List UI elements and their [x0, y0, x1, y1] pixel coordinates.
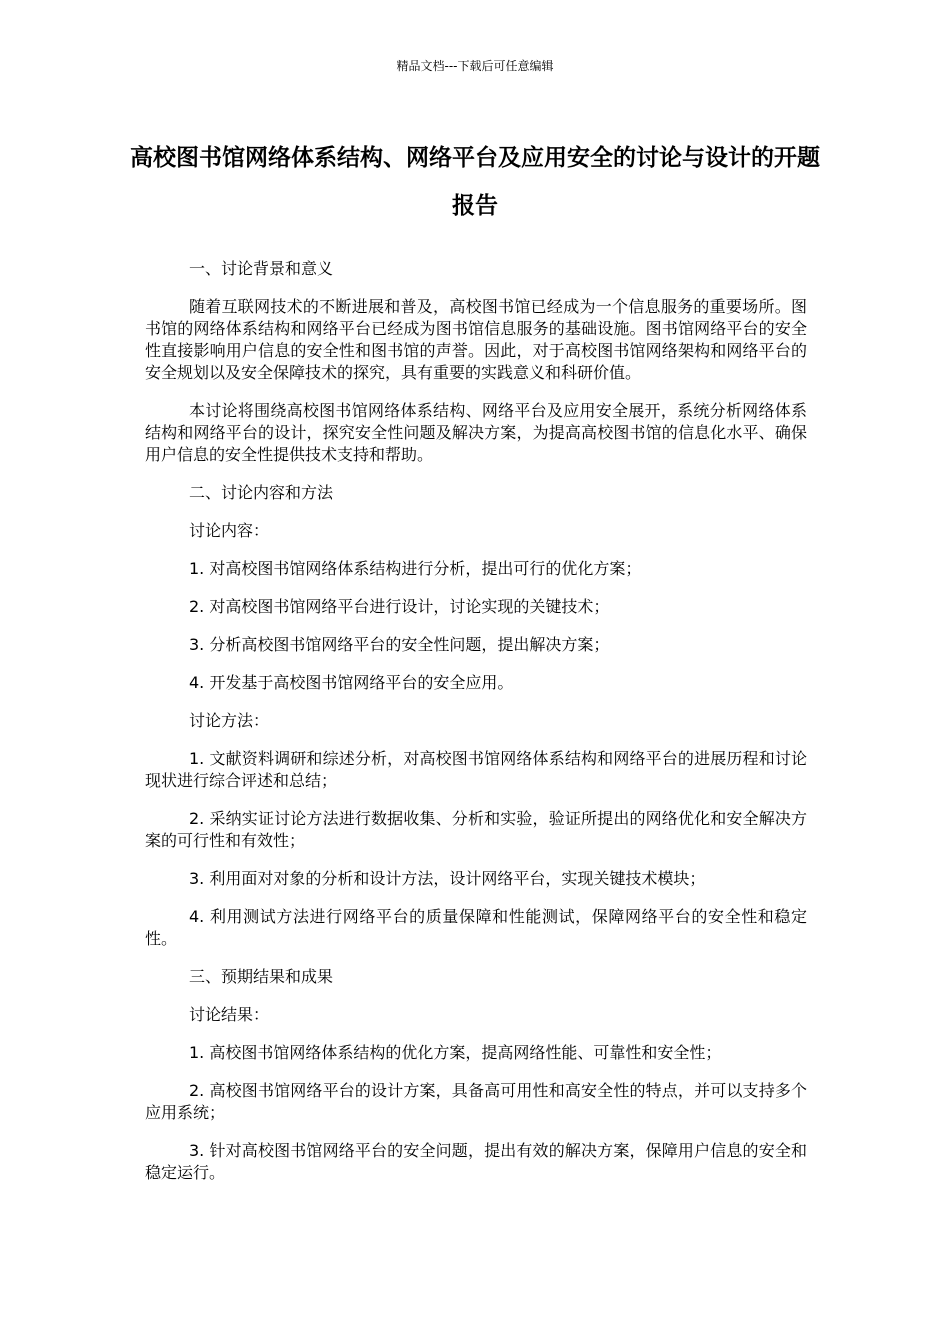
result-item-1: 1. 高校图书馆网络体系结构的优化方案，提高网络性能、可靠性和安全性； — [189, 1043, 722, 1062]
content-item-1: 1. 对高校图书馆网络体系结构进行分析，提出可行的优化方案； — [189, 559, 642, 578]
subheading-results: 讨论结果： — [189, 1005, 270, 1024]
paragraph-scope: 本讨论将围绕高校图书馆网络体系结构、网络平台及应用安全展开，系统分析网络体系结构和网络平台的设计，探究安全性问题及解决方案，为提高高校图书馆的信息化水平、确保用户信息的安全性提供技术支持和帮助。 — [145, 401, 807, 464]
content-item-3: 3. 分析高校图书馆网络平台的安全性问题，提出解决方案； — [189, 635, 610, 654]
section-heading-content-methods: 二、讨论内容和方法 — [189, 483, 334, 502]
result-item-3: 3. 针对高校图书馆网络平台的安全问题，提出有效的解决方案，保障用户信息的安全和稳定运行。 — [145, 1141, 807, 1182]
subheading-methods: 讨论方法： — [189, 711, 270, 730]
document-title: 高校图书馆网络体系结构、网络平台及应用安全的讨论与设计的开题报告 — [130, 145, 820, 219]
method-item-3: 3. 利用面对对象的分析和设计方法，设计网络平台，实现关键技术模块； — [189, 869, 706, 888]
content-item-4: 4. 开发基于高校图书馆网络平台的安全应用。 — [189, 673, 514, 692]
document-body — [145, 258, 807, 1200]
method-item-1: 1. 文献资料调研和综述分析，对高校图书馆网络体系结构和网络平台的进展历程和讨论现状进行综合评述和总结； — [145, 749, 807, 790]
result-item-2: 2. 高校图书馆网络平台的设计方案，具备高可用性和高安全性的特点，并可以支持多个应用系统； — [145, 1081, 807, 1122]
header-note: 精品文档---下载后可任意编辑 — [396, 59, 554, 73]
subheading-content: 讨论内容： — [189, 521, 270, 540]
method-item-4: 4. 利用测试方法进行网络平台的质量保障和性能测试，保障网络平台的安全性和稳定性。 — [145, 907, 807, 948]
content-item-2: 2. 对高校图书馆网络平台进行设计，讨论实现的关键技术； — [189, 597, 610, 616]
section-heading-expected-results: 三、预期结果和成果 — [189, 967, 334, 986]
method-item-2: 2. 采纳实证讨论方法进行数据收集、分析和实验，验证所提出的网络优化和安全解决方案的可行性和有效性； — [145, 809, 807, 850]
section-heading-background: 一、讨论背景和意义 — [189, 259, 334, 278]
paragraph-background: 随着互联网技术的不断进展和普及，高校图书馆已经成为一个信息服务的重要场所。图书馆的网络体系结构和网络平台已经成为图书馆信息服务的基础设施。图书馆网络平台的安全性直接影响用户信息的安全性和图书馆的声誉。因此，对于高校图书馆网络架构和网络平台的安全规划以及安全保障技术的探究，具有重要的实践意义和科研价值。 — [145, 297, 807, 382]
